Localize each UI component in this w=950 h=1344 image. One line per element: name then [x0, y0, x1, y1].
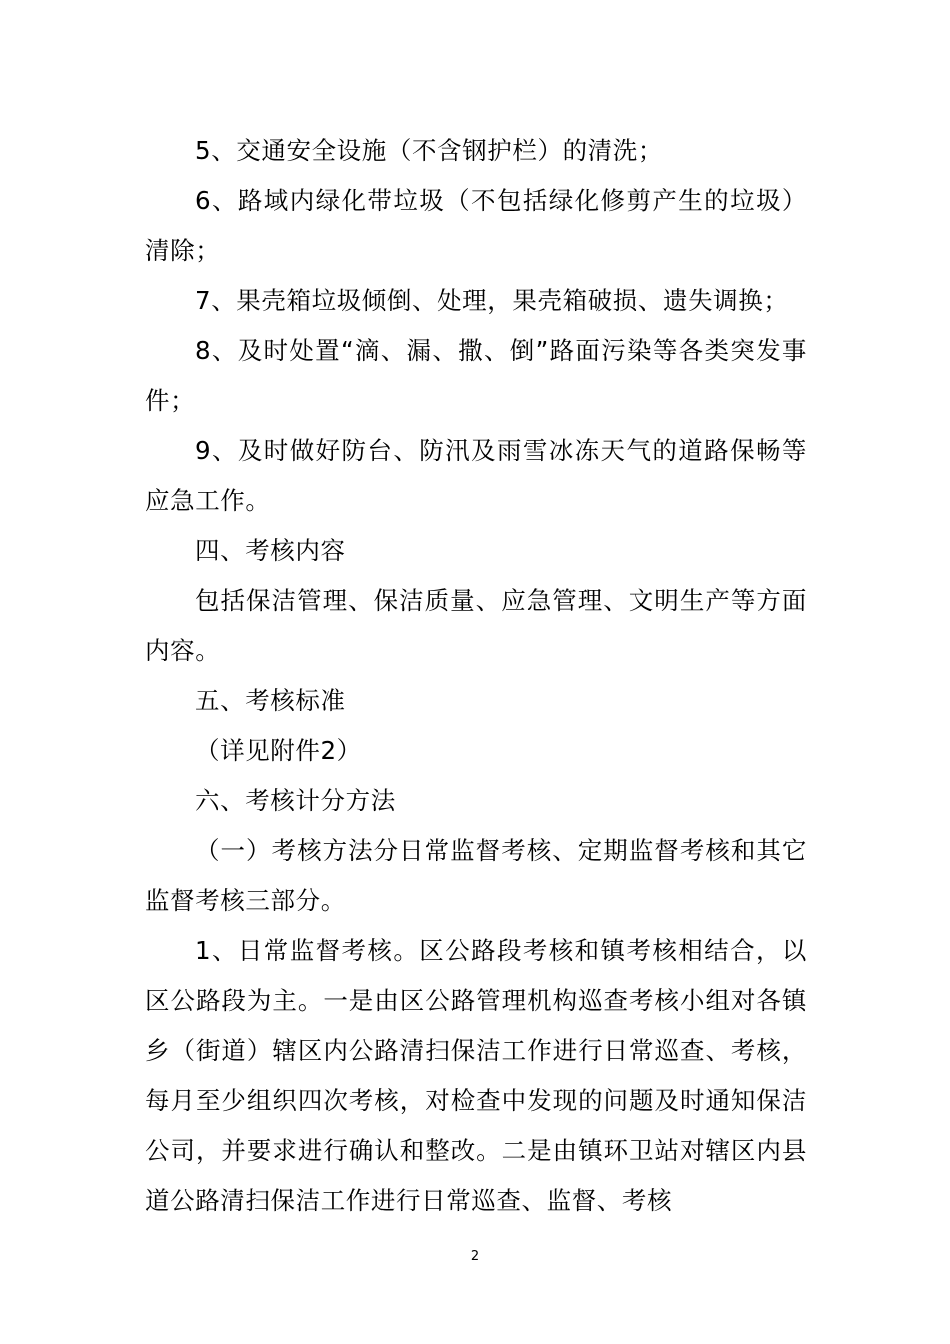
- paragraph-item-9: 9、及时做好防台、防汛及雨雪冰冻天气的道路保畅等应急工作。: [145, 436, 807, 515]
- paragraph-assessment-content: 包括保洁管理、保洁质量、应急管理、文明生产等方面内容。: [145, 586, 807, 665]
- document-body: [145, 126, 807, 1226]
- page-number: 2: [470, 1249, 480, 1264]
- section-heading-assessment-standard: 五、考核标准: [195, 686, 346, 715]
- paragraph-daily-supervision: 1、日常监督考核。区公路段考核和镇考核相结合，以区公路段为主。一是由区公路管理机构巡查考核小组对各镇乡（街道）辖区内公路清扫保洁工作进行日常巡查、考核，每月至少组织四次考核，对检查中发现的问题及时通知保洁公司，并要求进行确认和整改。二是由镇环卫站对辖区内县道公路清扫保洁工作进行日常巡查、监督、考核: [145, 936, 807, 1215]
- section-heading-assessment-content: 四、考核内容: [195, 536, 346, 565]
- paragraph-item-7: 7、果壳箱垃圾倾倒、处理，果壳箱破损、遗失调换；: [195, 286, 789, 315]
- section-heading-scoring-method: 六、考核计分方法: [195, 786, 396, 815]
- paragraph-item-8: 8、及时处置“滴、漏、撒、倒”路面污染等各类突发事件；: [145, 336, 807, 415]
- paragraph-item-6: 6、路域内绿化带垃圾（不包括绿化修剪产生的垃圾）清除；: [145, 186, 807, 265]
- paragraph-item-5: 5、交通安全设施（不含钢护栏）的清洗；: [195, 136, 663, 165]
- paragraph-scoring-method-intro: （一）考核方法分日常监督考核、定期监督考核和其它监督考核三部分。: [145, 836, 807, 915]
- paragraph-see-attachment: （详见附件2）: [195, 736, 362, 765]
